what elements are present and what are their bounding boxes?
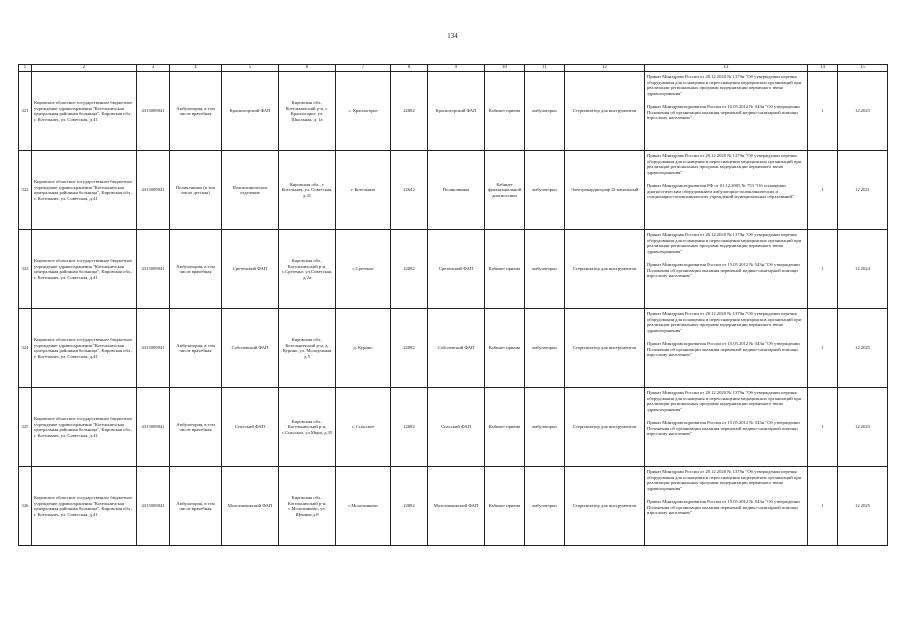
code-cell: 22882	[391, 467, 428, 546]
table-row	[19, 72, 888, 151]
room-cell: Кабинет приема	[485, 467, 525, 546]
quantity-cell: 1	[808, 309, 838, 388]
column-header: 8	[391, 65, 428, 72]
locality-cell: с. Красногорье	[336, 72, 391, 151]
column-header: 12	[565, 65, 645, 72]
subunit-cell: Молотниковский ФАП	[428, 467, 485, 546]
address-cell: Кировская обл., Котельничский р-н, с. Красногорье, ул. Школьная, д. 1а	[279, 72, 336, 151]
regulation-cell	[645, 388, 808, 467]
inn-cell: 4313009841	[137, 230, 170, 309]
regulation-order-1: Приказ Минздрава России от 28.12.2020 № 1379н "Об утверждении перечня оборудования для оснащения и переоснащения медицинских организаций при реализации региональных программ модернизации первичного звена здравоохранения"	[647, 74, 802, 96]
room-cell: Кабинет приема	[485, 309, 525, 388]
column-header: 10	[485, 65, 525, 72]
table-row	[19, 388, 888, 467]
unit-cell: Красногорский ФАП	[222, 72, 279, 151]
code-cell: 22882	[391, 230, 428, 309]
unit-cell: Поликлиническое отделение	[222, 151, 279, 230]
row-number: 324	[19, 309, 32, 388]
table-row	[19, 151, 888, 230]
regulation-order-2: Приказ Минздравсоцразвития России от 15.05.2012 № 543н "Об утверждении Положения об организации оказания первичной медико-санитарной помощи взрослому населению"	[647, 499, 800, 515]
regulation-cell	[645, 467, 808, 546]
address-cell: Кировская обл., Котельничский р-н, с.Молотниково, ул. Щенина д.8	[279, 467, 336, 546]
unit-cell: Молотниковский ФАП	[222, 467, 279, 546]
room-cell: Кабинет приема	[485, 72, 525, 151]
locality-cell: с.Сретенье	[336, 230, 391, 309]
column-header: 11	[525, 65, 565, 72]
quantity-cell: 1	[808, 151, 838, 230]
regulation-cell	[645, 72, 808, 151]
code-cell: 22642	[391, 151, 428, 230]
code-cell: 22882	[391, 309, 428, 388]
table-row	[19, 230, 888, 309]
equipment-cell: Стерилизатор для инструментов	[565, 230, 645, 309]
care-mode-cell: амбулаторно	[525, 151, 565, 230]
regulation-order-2: Приказ Минздравсоцразвития России от 15.05.2012 № 543н "Об утверждении Положения об организации оказания первичной медико-санитарной помощи взрослому населению"	[647, 420, 800, 436]
organization-cell: Кировское областное государственное бюджетное учреждение здравоохранения "Котельничская центральная районная больница", Кировская обл., г. Котельнич, ул. Советская, д.41	[32, 230, 137, 309]
address-cell: Кировская обл., Котельничский р-н, д. Курино, ул. Молодежная д.5	[279, 309, 336, 388]
locality-cell: с. Спасское	[336, 388, 391, 467]
equipment-cell: Стерилизатор для инструментов	[565, 72, 645, 151]
table-row	[19, 467, 888, 546]
inn-cell: 4313009841	[137, 72, 170, 151]
regulation-order-2: Приказ Минздравсоцразвития РФ от 01.12.2005 № 753 "Об оснащении диагностическим оборудованием амбулаторно-поликлинических и стационарно-поликлинических учреждений муниципальных образований"	[647, 183, 794, 199]
organization-cell: Кировское областное государственное бюджетное учреждение здравоохранения "Котельничская центральная районная больница", Кировская обл., г. Котельнич, ул. Советская, д.41	[32, 467, 137, 546]
row-number: 323	[19, 230, 32, 309]
regulation-order-2: Приказ Минздравсоцразвития России от 15.05.2012 № 543н "Об утверждении Положения об организации оказания первичной медико-санитарной помощи взрослому населению"	[647, 341, 800, 357]
regulation-order-2: Приказ Минздравсоцразвития России от 15.05.2012 № 543н "Об утверждении Положения об организации оказания первичной медико-санитарной помощи взрослому населению"	[647, 262, 800, 278]
locality-cell: г. Котельнич	[336, 151, 391, 230]
regulation-order-1: Приказ Минздрава России от 28.12.2020 № 1379н "Об утверждении перечня оборудования для оснащения и переоснащения медицинских организаций при реализации региональных программ модернизации первичного звена здравоохранения"	[647, 153, 802, 175]
column-number-row	[19, 65, 888, 72]
facility-type-cell: Амбулатория, в том числе врачебная	[170, 309, 222, 388]
care-mode-cell: амбулаторно	[525, 467, 565, 546]
equipment-cell: Стерилизатор для инструментов	[565, 388, 645, 467]
regulation-cell	[645, 230, 808, 309]
subunit-cell: Сретенский ФАП	[428, 230, 485, 309]
table-row	[19, 309, 888, 388]
inn-cell: 4313009841	[137, 151, 170, 230]
facility-type-cell: Амбулатория, в том числе врачебная	[170, 467, 222, 546]
equipment-cell: Электрокардиограф 12-канальный	[565, 151, 645, 230]
column-header: 4	[170, 65, 222, 72]
date-cell: 12.2023	[838, 388, 888, 467]
unit-cell: Соболевский ФАП	[222, 309, 279, 388]
column-header: 9	[428, 65, 485, 72]
date-cell: 12.2025	[838, 309, 888, 388]
care-mode-cell: амбулаторно	[525, 72, 565, 151]
quantity-cell: 1	[808, 388, 838, 467]
column-header: 15	[838, 65, 888, 72]
date-cell: 12.2024	[838, 230, 888, 309]
equipment-cell: Стерилизатор для инструментов	[565, 467, 645, 546]
column-header: 1	[19, 65, 32, 72]
locality-cell: д. Курино	[336, 309, 391, 388]
regulation-cell	[645, 309, 808, 388]
inn-cell: 4313009841	[137, 467, 170, 546]
subunit-cell: Красногорский ФАП	[428, 72, 485, 151]
organization-cell: Кировское областное государственное бюджетное учреждение здравоохранения "Котельничская центральная районная больница", Кировская обл., г. Котельнич, ул. Советская, д.41	[32, 309, 137, 388]
address-cell: Кировская обл., г. Котельнич, ул. Советская, д.41	[279, 151, 336, 230]
room-cell: Кабинет функциональной диагностики	[485, 151, 525, 230]
page-number: 134	[447, 32, 458, 40]
column-header: 6	[279, 65, 336, 72]
quantity-cell: 1	[808, 230, 838, 309]
column-header: 13	[645, 65, 808, 72]
regulation-cell	[645, 151, 808, 230]
row-number: 326	[19, 467, 32, 546]
address-cell: Кировская обл., Котельничский р-н, с.Спасское, ул.Мира, д.35	[279, 388, 336, 467]
organization-cell: Кировское областное государственное бюджетное учреждение здравоохранения "Котельничская центральная районная больница", Кировская обл., г. Котельнич, ул. Советская, д.41	[32, 72, 137, 151]
organization-cell: Кировское областное государственное бюджетное учреждение здравоохранения "Котельничская центральная районная больница", Кировская обл., г. Котельнич, ул. Советская, д.41	[32, 388, 137, 467]
equipment-register-table	[18, 64, 888, 546]
address-cell: Кировская обл., Котельничский р-н, с.Сретенье, ул.Советская, д.2а	[279, 230, 336, 309]
unit-cell: Сретенский ФАП	[222, 230, 279, 309]
equipment-cell: Стерилизатор для инструментов	[565, 309, 645, 388]
date-cell: 12.2025	[838, 467, 888, 546]
facility-type-cell: Амбулатория, в том числе врачебная	[170, 388, 222, 467]
column-header: 5	[222, 65, 279, 72]
column-header: 3	[137, 65, 170, 72]
inn-cell: 4313009841	[137, 309, 170, 388]
unit-cell: Спасский ФАП	[222, 388, 279, 467]
care-mode-cell: амбулаторно	[525, 230, 565, 309]
code-cell: 22882	[391, 388, 428, 467]
inn-cell: 4313009841	[137, 388, 170, 467]
room-cell: Кабинет приема	[485, 388, 525, 467]
locality-cell: с.Молотниково	[336, 467, 391, 546]
row-number: 322	[19, 151, 32, 230]
date-cell: 12.2021	[838, 151, 888, 230]
column-header: 14	[808, 65, 838, 72]
facility-type-cell: Амбулатория, в том числе врачебная	[170, 72, 222, 151]
date-cell: 12.2023	[838, 72, 888, 151]
organization-cell: Кировское областное государственное бюджетное учреждение здравоохранения "Котельничская центральная районная больница", Кировская обл., г. Котельнич, ул. Советская, д.41	[32, 151, 137, 230]
regulation-order-1: Приказ Минздрава России от 28.12.2020 № 1379н "Об утверждении перечня оборудования для оснащения и переоснащения медицинских организаций при реализации региональных программ модернизации первичного звена здравоохранения"	[647, 311, 802, 333]
room-cell: Кабинет приема	[485, 230, 525, 309]
subunit-cell: Соболевский ФАП	[428, 309, 485, 388]
regulation-order-1: Приказ Минздрава России от 28.12.2020 № 1379н "Об утверждении перечня оборудования для оснащения и переоснащения медицинских организаций при реализации региональных программ модернизации первичного звена здравоохранения"	[647, 390, 802, 412]
facility-type-cell: Поликлиника (в том числе детская)	[170, 151, 222, 230]
quantity-cell: 1	[808, 72, 838, 151]
row-number: 325	[19, 388, 32, 467]
row-number: 321	[19, 72, 32, 151]
care-mode-cell: амбулаторно	[525, 309, 565, 388]
regulation-order-1: Приказ Минздрава России от 28.12.2020 № 1379н "Об утверждении перечня оборудования для оснащения и переоснащения медицинских организаций при реализации региональных программ модернизации первичного звена здравоохранения"	[647, 469, 802, 491]
subunit-cell: Поликлиника	[428, 151, 485, 230]
column-header: 7	[336, 65, 391, 72]
care-mode-cell: амбулаторно	[525, 388, 565, 467]
column-header: 2	[32, 65, 137, 72]
regulation-order-1: Приказ Минздрава России от 28.12.2020 № 1379н "Об утверждении перечня оборудования для оснащения и переоснащения медицинских организаций при реализации региональных программ модернизации первичного звена здравоохранения"	[647, 232, 802, 254]
subunit-cell: Спасский ФАП	[428, 388, 485, 467]
quantity-cell: 1	[808, 467, 838, 546]
regulation-order-2: Приказ Минздравсоцразвития России от 15.05.2012 № 543н "Об утверждении Положения об организации оказания первичной медико-санитарной помощи взрослому населению"	[647, 104, 800, 120]
code-cell: 22882	[391, 72, 428, 151]
facility-type-cell: Амбулатория, в том числе врачебная	[170, 230, 222, 309]
